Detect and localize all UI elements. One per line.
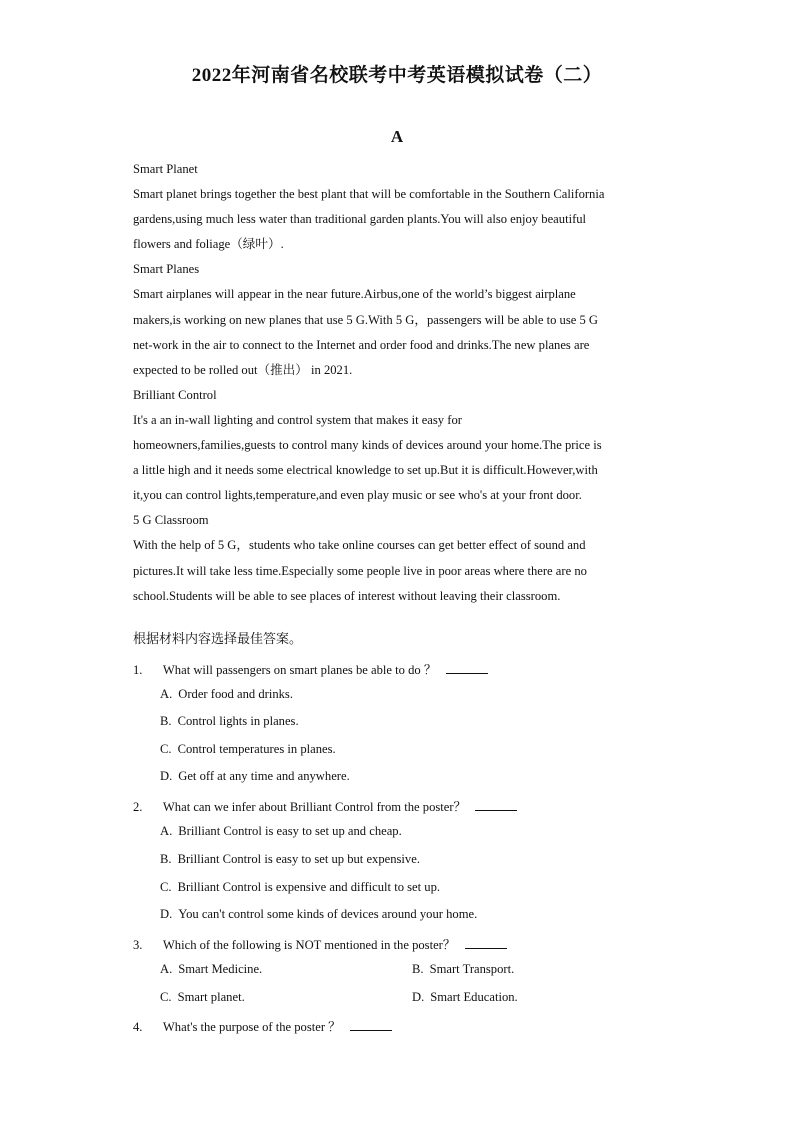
passage-line: pictures.It will take less time.Especially some people live in poor areas where there are no <box>133 563 587 578</box>
option-letter: B. <box>412 962 424 976</box>
answer-blank[interactable] <box>446 661 488 674</box>
passage-line: Smart airplanes will appear in the near future.Airbus,one of the world’s biggest airplane <box>133 287 576 302</box>
passage-line: net-work in the air to connect to the Internet and order food and drinks.The new planes are <box>133 337 590 352</box>
option-letter: D. <box>412 990 425 1004</box>
question-text: What will passengers on smart planes be able to do ？ <box>162 663 437 677</box>
option-text: Brilliant Control is easy to set up and cheap. <box>178 824 402 838</box>
section-heading: A <box>390 127 404 146</box>
option-1d[interactable] <box>160 769 350 784</box>
passage-line: 5 G Classroom <box>133 513 209 528</box>
passage-line: it,you can control lights,temperature,and even play music or see who's at your front door. <box>133 488 582 503</box>
instruction: 根据材料内容选择最佳答案。 <box>133 631 303 646</box>
option-text: You can't control some kinds of devices around your home. <box>178 907 478 921</box>
question-3 <box>133 934 507 953</box>
answer-blank[interactable] <box>465 936 507 949</box>
option-letter: D. <box>160 907 173 921</box>
passage-line: homeowners,families,guests to control many kinds of devices around your home.The price is <box>133 438 602 453</box>
passage-line: flowers and foliage（绿叶）. <box>133 237 284 252</box>
answer-blank[interactable] <box>350 1018 392 1031</box>
option-letter: C. <box>160 880 172 894</box>
passage-line: Smart Planet <box>133 162 198 176</box>
passage-line: Smart planet brings together the best plant that will be comfortable in the Southern California <box>133 187 605 202</box>
option-letter: B. <box>160 852 172 866</box>
option-2a[interactable] <box>160 824 402 839</box>
question-1 <box>133 659 488 678</box>
option-letter: B. <box>160 714 172 728</box>
question-number: 1. <box>133 663 143 677</box>
question-text: What can we infer about Brilliant Control from the poster？ <box>162 800 467 814</box>
reading-passage <box>133 157 661 609</box>
option-3d[interactable] <box>412 990 518 1005</box>
option-letter: D. <box>160 769 173 783</box>
passage-line: a little high and it needs some electrical knowledge to set up.But it is difficult.However,with <box>133 463 598 478</box>
passage-line: With the help of 5 G，students who take online courses can get better effect of sound and <box>133 538 586 553</box>
option-3a[interactable] <box>160 962 262 977</box>
option-text: Control temperatures in planes. <box>177 742 336 756</box>
question-number: 4. <box>133 1020 143 1034</box>
option-text: Smart planet. <box>177 990 245 1004</box>
option-text: Smart Transport. <box>429 962 515 976</box>
passage-line: gardens,using much less water than traditional garden plants.You will also enjoy beautiful <box>133 212 587 227</box>
page-title: 2022年河南省名校联考中考英语模拟试卷（二） <box>191 65 603 86</box>
option-letter: A. <box>160 687 173 701</box>
option-2b[interactable] <box>160 852 420 867</box>
option-letter: A. <box>160 824 173 838</box>
option-text: Control lights in planes. <box>177 714 299 728</box>
option-text: Brilliant Control is expensive and difficult to set up. <box>177 880 441 894</box>
option-text: Smart Medicine. <box>178 962 263 976</box>
passage-line: school.Students will be able to see places of interest without leaving their classroom. <box>133 588 561 603</box>
option-1b[interactable] <box>160 714 299 729</box>
option-3b[interactable] <box>412 962 514 977</box>
option-letter: C. <box>160 742 172 756</box>
option-letter: A. <box>160 962 173 976</box>
question-number: 3. <box>133 938 143 952</box>
passage-line: Brilliant Control <box>133 387 217 402</box>
question-text: Which of the following is NOT mentioned in the poster？ <box>162 938 456 952</box>
option-text: Get off at any time and anywhere. <box>178 769 350 783</box>
option-text: Smart Education. <box>430 990 518 1004</box>
question-number: 2. <box>133 800 143 814</box>
answer-blank[interactable] <box>475 798 517 811</box>
passage-line: It's a an in-wall lighting and control system that makes it easy for <box>133 412 462 427</box>
option-text: Brilliant Control is easy to set up but expensive. <box>177 852 420 866</box>
question-2 <box>133 796 517 815</box>
option-letter: C. <box>160 990 172 1004</box>
question-4 <box>133 1016 392 1035</box>
passage-line: expected to be rolled out（推出） in 2021. <box>133 362 353 377</box>
option-3c[interactable] <box>160 990 245 1005</box>
option-1a[interactable] <box>160 687 293 702</box>
option-2c[interactable] <box>160 880 440 895</box>
question-text: What's the purpose of the poster ？ <box>162 1020 341 1034</box>
passage-line: Smart Planes <box>133 262 200 277</box>
option-1c[interactable] <box>160 742 336 757</box>
passage-line: makers,is working on new planes that use 5 G.With 5 G，passengers will be able to use 5 G <box>133 312 599 327</box>
option-text: Order food and drinks. <box>178 687 293 701</box>
option-2d[interactable] <box>160 907 477 922</box>
